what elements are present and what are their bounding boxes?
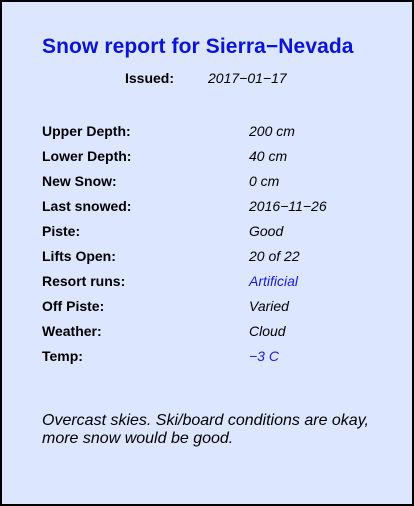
row-last-snowed <box>2 198 412 218</box>
row-piste <box>2 223 412 243</box>
issued-date: 2017−01−17 <box>208 70 287 86</box>
row-label: Lower Depth: <box>42 148 132 164</box>
row-label: Weather: <box>42 323 102 339</box>
row-value: 40 cm <box>249 148 288 164</box>
row-value: 2016−11−26 <box>249 198 327 214</box>
row-label: Temp: <box>42 348 83 364</box>
row-upper-depth <box>2 123 412 143</box>
row-value: −3 C <box>249 348 279 364</box>
row-lifts-open <box>2 248 412 268</box>
row-label: Off Piste: <box>42 298 105 314</box>
row-value: 0 cm <box>249 173 280 189</box>
row-value: Varied <box>249 298 289 314</box>
row-weather <box>2 323 412 343</box>
row-label: Resort runs: <box>42 273 126 289</box>
row-value: 20 of 22 <box>249 248 300 264</box>
row-temp <box>2 348 412 368</box>
row-value: 200 cm <box>249 123 295 139</box>
row-label: Lifts Open: <box>42 248 116 264</box>
issued-label: Issued: <box>125 70 175 86</box>
row-new-snow <box>2 173 412 193</box>
conditions-summary: Overcast skies. Ski/board conditions are okay, more snow would be good. <box>42 412 369 447</box>
row-value: Cloud <box>249 323 286 339</box>
row-label: Piste: <box>42 223 81 239</box>
report-title: Snow report for Sierra−Nevada <box>42 35 354 58</box>
row-label: New Snow: <box>42 173 117 189</box>
row-value: Good <box>249 223 284 239</box>
row-value: Artificial <box>249 273 299 289</box>
row-lower-depth <box>2 148 412 168</box>
row-label: Last snowed: <box>42 198 132 214</box>
row-off-piste <box>2 298 412 318</box>
row-label: Upper Depth: <box>42 123 131 139</box>
row-resort-runs <box>2 273 412 293</box>
